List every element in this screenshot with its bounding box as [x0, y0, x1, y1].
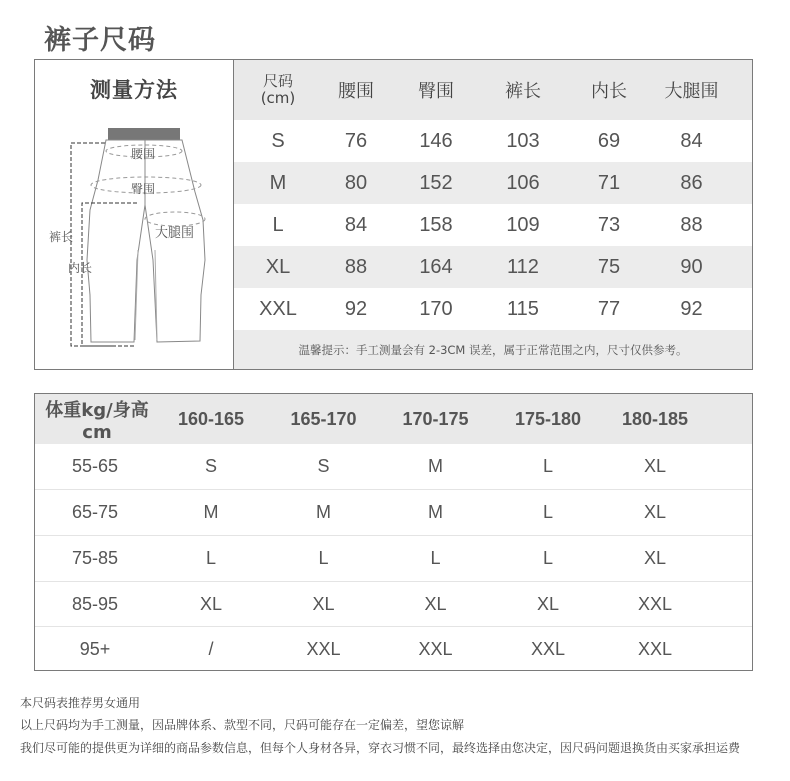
corner-label: 体重kg/身高cm [45, 399, 149, 443]
size-cell: XXL [306, 639, 341, 659]
size-cell: XXL [418, 639, 453, 659]
size-cell: XXL [637, 639, 673, 659]
svg-text:大腿围: 大腿围 [155, 226, 195, 241]
thigh-cell: 90 [680, 255, 703, 278]
hip-cell: 146 [419, 129, 453, 152]
height-header: 160-165 [177, 408, 245, 429]
size-cell: XL [312, 594, 335, 614]
height-header: 165-170 [290, 408, 357, 429]
size-cell: XL [424, 594, 447, 614]
size-cell: L [542, 502, 553, 522]
size-cell: XL [199, 594, 223, 614]
page-title: 裤子尺码 [44, 25, 156, 56]
weight-cell: 55-65 [71, 456, 119, 476]
hip-cell: 152 [419, 171, 453, 194]
weight-cell: 75-85 [71, 548, 119, 568]
pants-diagram-icon [35, 60, 233, 369]
length-cell: 103 [506, 129, 540, 152]
table-row [35, 444, 752, 489]
size-cell: S [271, 129, 285, 152]
header-length: 裤长 [505, 81, 541, 102]
table-row [234, 204, 752, 246]
size-cell: / [208, 639, 214, 659]
inseam-cell: 71 [597, 171, 621, 194]
measurement-method-panel [35, 60, 234, 369]
thigh-cell: 92 [680, 297, 703, 320]
inseam-cell: 69 [597, 129, 621, 152]
size-cell: XL [536, 594, 560, 614]
table-header-row [234, 60, 752, 120]
length-cell: 109 [506, 213, 540, 236]
size-cell: L [318, 548, 329, 568]
height-header: 180-185 [621, 408, 689, 429]
size-cell: M [428, 456, 443, 476]
size-cell: XL [643, 456, 667, 476]
svg-text:腰围: 腰围 [131, 147, 156, 161]
size-cell: L [205, 548, 216, 568]
footer-note: 本尺码表推荐男女通用 [20, 696, 141, 710]
header-size: 尺码 (cm) [260, 72, 296, 107]
measurement-data [234, 60, 752, 369]
size-cell: M [269, 171, 287, 194]
table-row [234, 288, 752, 330]
svg-text:臀围: 臀围 [131, 182, 156, 196]
size-cell: L [542, 548, 553, 568]
table-row [234, 120, 752, 162]
thigh-cell: 86 [680, 171, 703, 194]
size-cell: XXL [637, 594, 673, 614]
table-row [35, 581, 752, 627]
table-row [234, 246, 752, 288]
waist-cell: 76 [344, 129, 368, 152]
size-cell: XXL [259, 297, 297, 320]
length-cell: 115 [507, 297, 539, 320]
measurement-note: 温馨提示：手工测量会有 2-3CM 误差，属于正常范围之内，尺寸仅供参考。 [234, 330, 752, 369]
measurement-table [34, 59, 753, 370]
size-cell: M [428, 502, 443, 522]
hip-cell: 170 [419, 297, 453, 320]
size-cell: S [204, 456, 217, 476]
height-header: 170-175 [402, 408, 469, 429]
height-header: 175-180 [514, 408, 582, 429]
table-header-row [35, 394, 752, 444]
size-cell: L [542, 456, 553, 476]
size-cell: XXL [530, 639, 566, 659]
size-cell: XL [643, 548, 667, 568]
size-recommendation-table [34, 393, 753, 671]
measurement-method-label: 测量方法 [90, 78, 178, 102]
svg-text:内长: 内长 [68, 261, 93, 275]
waist-cell: 84 [344, 213, 368, 236]
footer-note: 以上尺码均为手工测量，因品牌体系、款型不同，尺码可能存在一定偏差，望您谅解 [20, 718, 465, 732]
weight-cell: 95+ [79, 639, 111, 659]
table-row [234, 162, 752, 204]
table-row [35, 626, 752, 672]
inseam-cell: 75 [597, 255, 621, 278]
waist-cell: 80 [344, 171, 368, 194]
size-cell: L [430, 548, 441, 568]
size-cell: XL [265, 255, 291, 278]
table-row [35, 535, 752, 581]
header-inseam: 内长 [591, 81, 627, 102]
header-thigh: 大腿围 [664, 81, 719, 102]
size-cell: M [316, 502, 331, 522]
waist-cell: 92 [344, 297, 368, 320]
inseam-cell: 73 [597, 213, 621, 236]
size-cell: S [317, 456, 330, 476]
inseam-cell: 77 [597, 297, 621, 320]
header-waist: 腰围 [338, 81, 374, 102]
length-cell: 112 [507, 255, 539, 278]
weight-cell: 65-75 [71, 502, 119, 522]
waist-cell: 88 [344, 255, 368, 278]
thigh-cell: 88 [680, 213, 703, 236]
weight-cell: 85-95 [71, 594, 119, 614]
size-cell: XL [643, 502, 667, 522]
svg-text:裤长: 裤长 [49, 230, 74, 244]
hip-cell: 164 [419, 255, 453, 278]
hip-cell: 158 [419, 213, 453, 236]
table-row [35, 489, 752, 535]
thigh-cell: 84 [680, 129, 703, 152]
footer-note: 我们尽可能的提供更为详细的商品参数信息，但每个人身材各异，穿衣习惯不同，最终选择由您决定，因尺码问题退换货由买家承担运费 [20, 741, 741, 755]
length-cell: 106 [506, 171, 540, 194]
size-cell: L [272, 213, 284, 236]
size-cell: M [203, 502, 219, 522]
header-hip: 臀围 [418, 81, 454, 102]
